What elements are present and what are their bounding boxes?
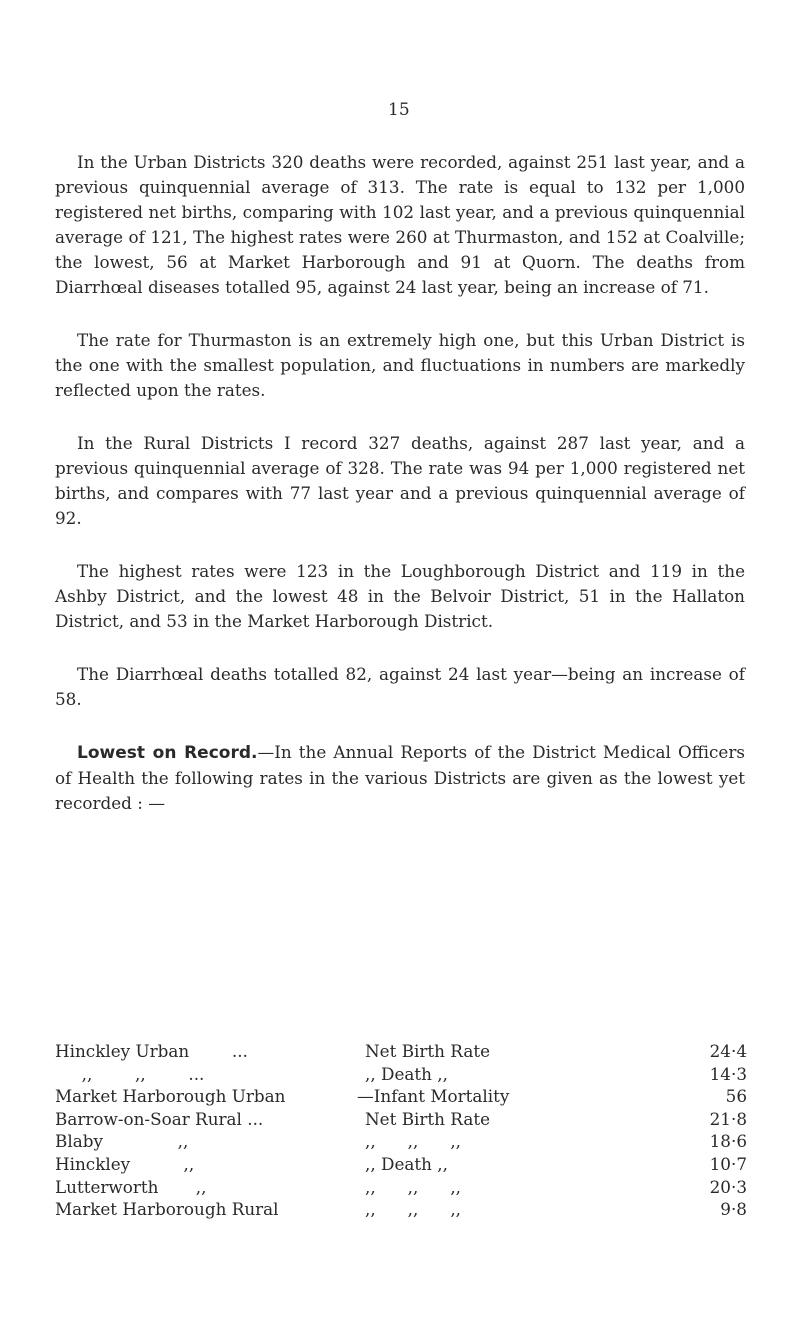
measure-cell: —Infant Mortality (357, 1086, 510, 1107)
district-cell: Market Harborough Urban (55, 1086, 286, 1107)
paragraph-diarrhoeal: The Diarrhœal deaths totalled 82, against 24 last year—being an increase of 58. (55, 664, 745, 709)
measure-cell: ,, ,, ,, (365, 1131, 462, 1152)
measure-cell: ,, ,, ,, (365, 1199, 462, 1220)
district-cell: Lutterworth ,, (55, 1176, 207, 1197)
district-cell: ,, ,, ... (55, 1063, 205, 1084)
table-row (55, 1040, 747, 1063)
measure-cell: Net Birth Rate (365, 1041, 490, 1061)
paragraph-lowest-on-record (55, 740, 745, 816)
paragraph-urban-deaths: In the Urban Districts 320 deaths were recorded, against 251 last year, and a previous quinquennial average of 313. The rate is equal to 132 per 1,000 registered net births, comparing with 102 last year, and a previous quinquennial average of 121, The highest rates were 260 at Thurmaston, and 152 at Coalville; the lowest, 56 at Market Harborough and 91 at Quorn. The deaths from Diarrhœal diseases totalled 95, against 24 last year, being an increase of 71. (55, 152, 745, 297)
value-cell: 21·8 (709, 1108, 747, 1129)
value-cell: 56 (725, 1086, 747, 1107)
value-cell: 9·8 (720, 1199, 747, 1220)
district-cell: Market Harborough Rural (55, 1199, 279, 1220)
lowest-rates-table (55, 1040, 747, 1221)
table-row (55, 1130, 747, 1153)
value-cell: 14·3 (709, 1063, 747, 1084)
measure-cell: ,, Death ,, (365, 1153, 448, 1174)
value-cell: 20·3 (709, 1176, 747, 1197)
section-heading: Lowest on Record. (77, 743, 258, 763)
table-row (55, 1063, 747, 1086)
measure-cell: ,, Death ,, (365, 1063, 448, 1084)
value-cell: 10·7 (709, 1153, 747, 1174)
section-text: —In the Annual Reports of the District Medical Officers of Health the following rates in the various Districts are given as the lowest yet recorded : — (55, 742, 745, 813)
district-cell: Hinckley ,, (55, 1153, 195, 1174)
value-cell: 18·6 (709, 1131, 747, 1152)
table-row (55, 1085, 747, 1108)
paragraph-thurmaston: The rate for Thurmaston is an extremely high one, but this Urban District is the one with the smallest population, and fluctuations in numbers are markedly reflected upon the rates. (55, 330, 745, 400)
district-cell: Hinckley Urban ... (55, 1041, 248, 1061)
measure-cell: ,, ,, ,, (365, 1176, 462, 1197)
district-cell: Barrow-on-Soar Rural ... (55, 1108, 264, 1129)
paragraph-highest-rates: The highest rates were 123 in the Loughborough District and 119 in the Ashby District, and the lowest 48 in the Belvoir District, 51 in the Hallaton District, and 53 in the Market Harborough District. (55, 561, 745, 631)
page-number: 15 (388, 100, 410, 120)
table-row (55, 1176, 747, 1199)
paragraph-rural-deaths: In the Rural Districts I record 327 deaths, against 287 last year, and a previous quinquennial average of 328. The rate was 94 per 1,000 registered net births, and compares with 77 last year and a previous quinquennial average of 92. (55, 433, 745, 528)
measure-cell: Net Birth Rate (365, 1108, 490, 1129)
table-row (55, 1108, 747, 1131)
district-cell: Blaby ,, (55, 1131, 189, 1152)
table-row (55, 1153, 747, 1176)
table-row (55, 1198, 747, 1221)
body-text (55, 150, 745, 844)
value-cell: 24·4 (709, 1041, 747, 1061)
